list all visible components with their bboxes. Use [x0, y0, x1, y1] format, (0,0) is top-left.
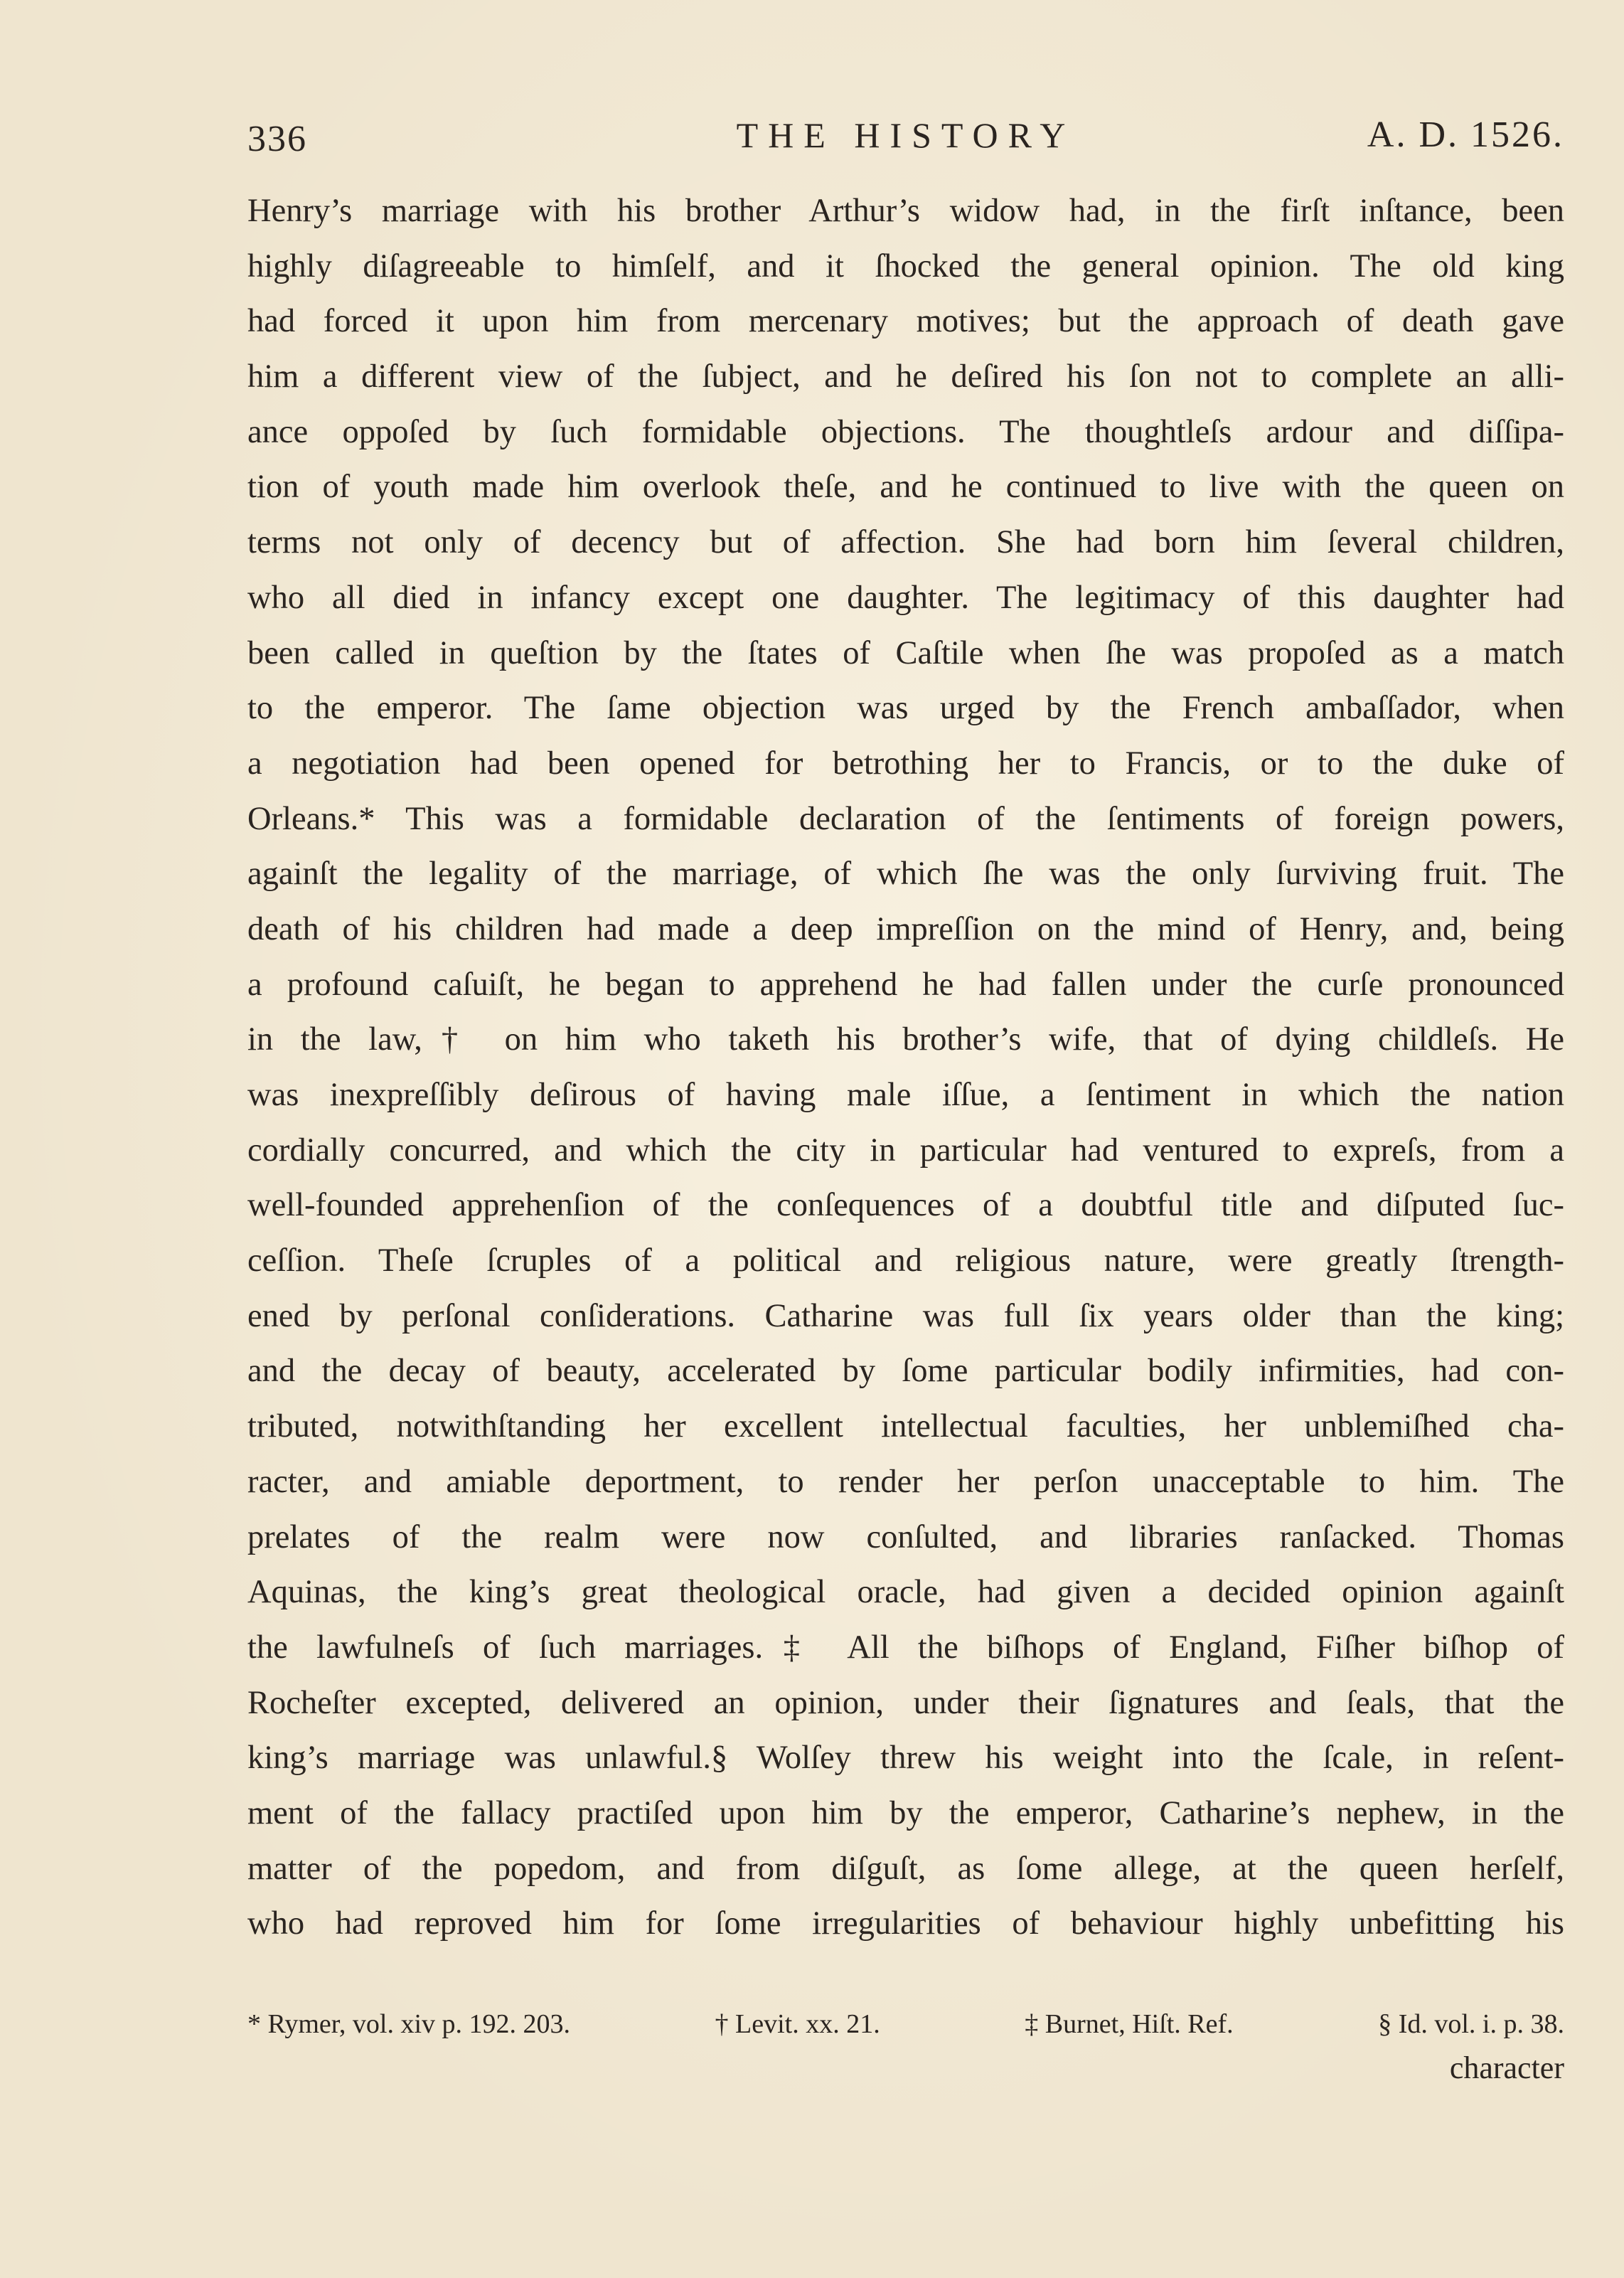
body-text [247, 183, 1564, 1952]
text-line: a profound caſuiſt, he began to apprehend he had fallen under the curſe pronounced [247, 966, 1564, 1003]
text-line: againſt the legality of the marriage, of which ſhe was the only ſurviving fruit. The [247, 856, 1564, 893]
text-line: well-founded apprehenſion of the conſequences of a doubtful title and diſputed ſuc- [247, 1187, 1564, 1224]
text-line: Orleans.* This was a formidable declaration of the ſentiments of foreign powers, [247, 800, 1564, 837]
text-line: ceſſion. Theſe ſcruples of a political and religious nature, were greatly ſtrength- [247, 1242, 1564, 1279]
text-line: been called in queſtion by the ſtates of Caſtile when ſhe was propoſed as a match [247, 634, 1564, 671]
text-line: tion of youth made him overlook theſe, and he continued to live with the queen on [247, 469, 1564, 506]
text-line: king’s marriage was unlawful.§ Wolſey threw his weight into the ſcale, in reſent- [247, 1740, 1564, 1777]
catchword: character [1449, 2050, 1564, 2085]
text-line: Aquinas, the king’s great theological oracle, had given a decided opinion againſt [247, 1574, 1564, 1611]
text-line: to the emperor. The ſame objection was urged by the French ambaſſador, when [247, 690, 1564, 727]
text-line: a negotiation had been opened for betrothing her to Francis, or to the duke of [247, 745, 1564, 782]
running-head [247, 107, 1564, 164]
text-line: and the decay of beauty, accelerated by ſome particular bodily infirmities, had con- [247, 1353, 1564, 1390]
text-line: the lawfulneſs of ſuch marriages.‡ All the biſhops of England, Fiſher biſhop of [247, 1629, 1564, 1666]
text-line: ment of the fallacy practiſed upon him by the emperor, Catharine’s nephew, in the [247, 1794, 1564, 1831]
text-line: him a different view of the ſubject, and he deſired his ſon not to complete an alli- [247, 358, 1564, 395]
text-line: terms not only of decency but of affection. She had born him ſeveral children, [247, 524, 1564, 561]
text-line: racter, and amiable deportment, to render her perſon unacceptable to him. The [247, 1463, 1564, 1500]
text-line: prelates of the realm were now conſulted, and libraries ranſacked. Thomas [247, 1518, 1564, 1555]
text-line: was inexpreſſibly deſirous of having male iſſue, a ſentiment in which the nation [247, 1077, 1564, 1113]
text-line: tributed, notwithſtanding her excellent intellectual faculties, her unblemiſhed cha- [247, 1408, 1564, 1445]
page-number: 336 [247, 119, 307, 159]
text-line: matter of the popedom, and from diſguſt, as ſome allege, at the queen herſelf, [247, 1850, 1564, 1887]
footnote-levit: † Levit. xx. 21. [715, 2009, 880, 2039]
text-line: in the law,† on him who taketh his brother’s wife, that of dying childleſs. He [247, 1021, 1564, 1058]
footnotes [247, 2003, 1564, 2045]
text-line: ened by perſonal conſiderations. Catharine was full ſix years older than the king; [247, 1297, 1564, 1334]
text-line: cordially concurred, and which the city in particular had ventured to expreſs, from a [247, 1132, 1564, 1169]
text-line: had forced it upon him from mercenary motives; but the approach of death gave [247, 303, 1564, 340]
text-line: who all died in infancy except one daughter. The legitimacy of this daughter had [247, 579, 1564, 616]
footnote-burnet: ‡ Burnet, Hiſt. Ref. [1025, 2009, 1234, 2039]
running-title: THE HISTORY [736, 115, 1076, 155]
text-line: highly diſagreeable to himſelf, and it ſhocked the general opinion. The old king [247, 248, 1564, 284]
text-line: death of his children had made a deep impreſſion on the mind of Henry, and, being [247, 910, 1564, 947]
running-date: A. D. 1526. [1367, 115, 1564, 155]
footnote-id: § Id. vol. i. p. 38. [1378, 2009, 1564, 2039]
text-line: ance oppoſed by ſuch formidable objections. The thoughtleſs ardour and diſſipa- [247, 413, 1564, 450]
text-line: Henry’s marriage with his brother Arthur’s widow had, in the firſt inſtance, been [247, 193, 1564, 229]
footnote-rymer: * Rymer, vol. xiv p. 192. 203. [247, 2009, 570, 2039]
text-line: Rocheſter excepted, delivered an opinion, under their ſignatures and ſeals, that the [247, 1684, 1564, 1721]
text-line: who had reproved him for ſome irregularities of behaviour highly unbefitting his [247, 1905, 1564, 1942]
